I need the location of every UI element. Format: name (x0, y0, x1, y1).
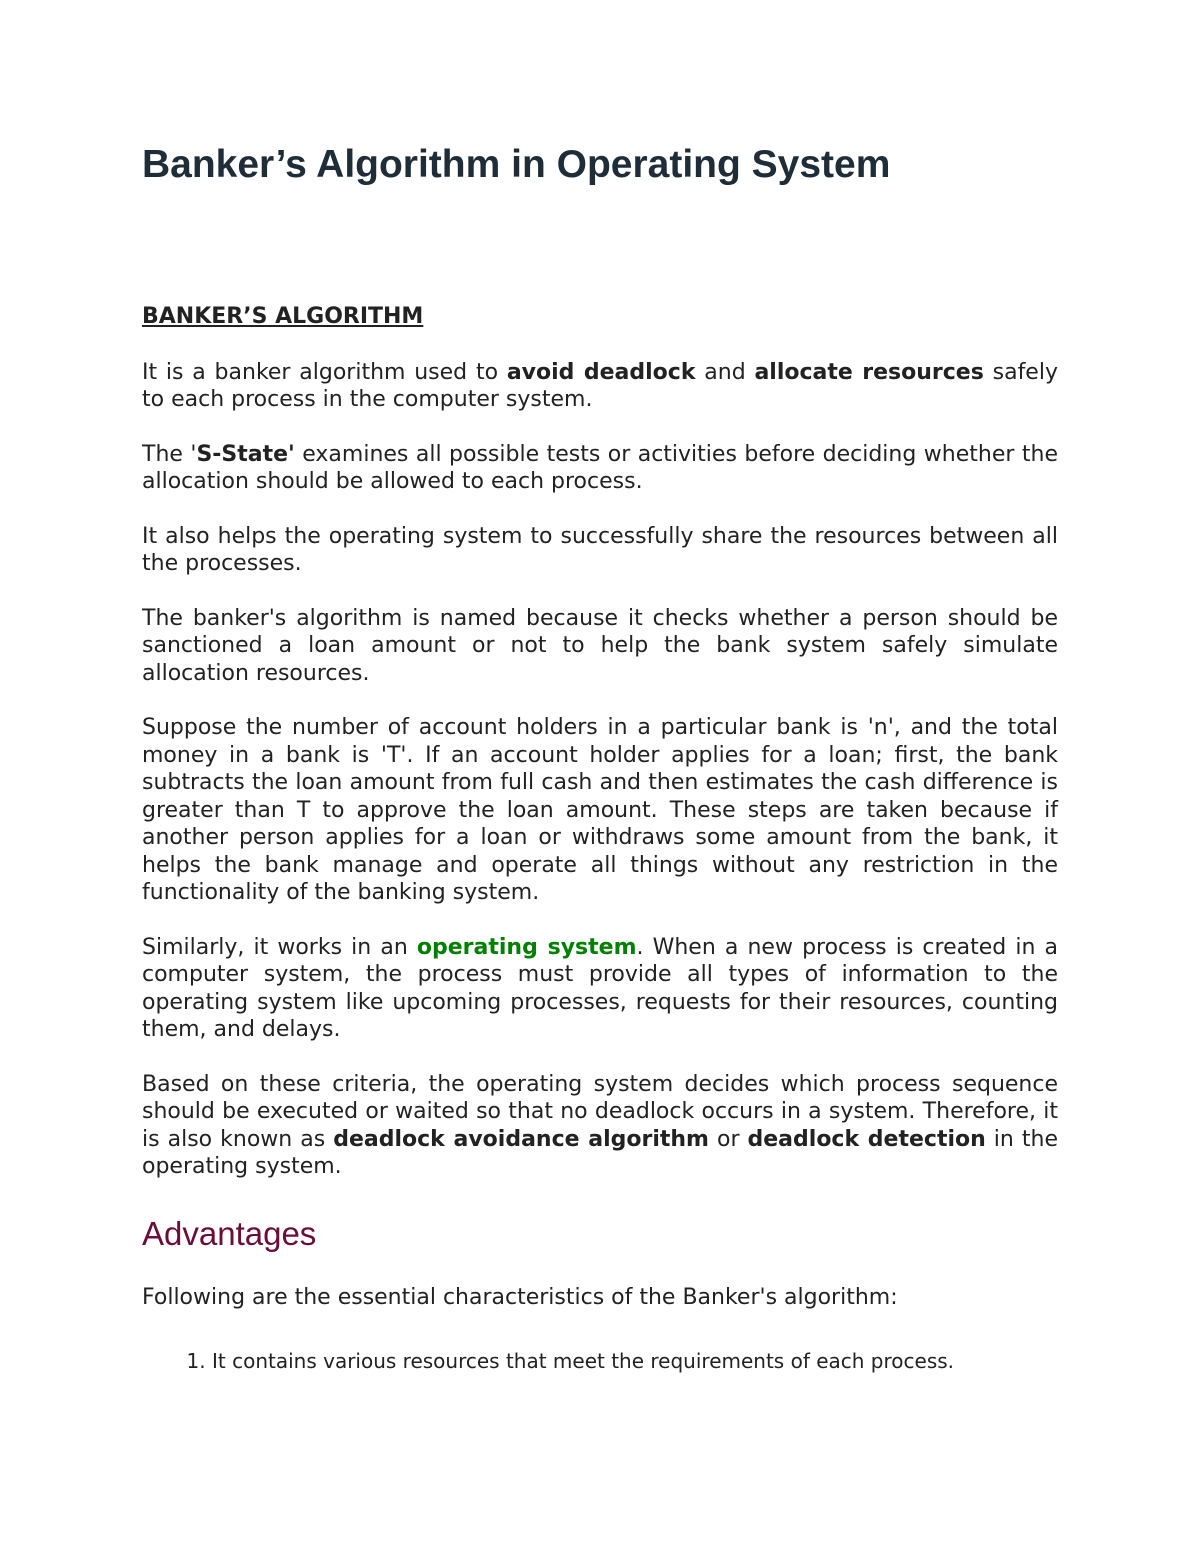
bold-term-deadlock-avoidance: deadlock avoidance algorithm (333, 1126, 709, 1152)
document-body (142, 138, 1058, 1374)
paragraph-definition (142, 359, 1058, 414)
text-run: It is a banker algorithm used to (142, 359, 507, 385)
advantages-intro: Following are the essential characteristics of the Banker's algorithm: (142, 1284, 898, 1310)
paragraph-operating-system (142, 934, 1058, 1044)
advantages-list (142, 1348, 1058, 1374)
paragraph-naming: The banker's algorithm is named because it checks whether a person should be sanctioned a loan amount or not to help the bank system safely simulate allocation resources. (142, 605, 1058, 686)
bold-term-allocate-resources: allocate resources (754, 359, 984, 385)
text-run: . When a new process is created in a computer system, the process must provide all types of information to the operating system like upcoming processes, requests for their resources, counting them, and delays. (142, 934, 1058, 1042)
text-run: safely to each process in the computer system. (142, 359, 1058, 412)
advantages-heading: Advantages (142, 1214, 317, 1252)
text-run: in the operating system. (142, 1126, 1058, 1179)
paragraph-share-resources: It also helps the operating system to successfully share the resources between all the processes. (142, 523, 1058, 576)
text-run: examines all possible tests or activities before deciding whether the allocation should be allowed to each process. (142, 441, 1058, 494)
text-run: or (708, 1126, 748, 1152)
paragraph-bank-example: Suppose the number of account holders in a particular bank is 'n', and the total money in a bank is 'T'. If an account holder applies for a loan; first, the bank subtracts the loan amount from full cash and then estimates the cash difference is greater than T to approve the loan amount. These steps are taken because if another person applies for a loan or withdraws some amount from the bank, it helps the bank manage and operate all things without any restriction in the functionality of the banking system. (142, 715, 1058, 905)
bold-term-deadlock-detection: deadlock detection (747, 1126, 986, 1152)
text-run: The ' (142, 441, 197, 467)
bold-term-avoid-deadlock: avoid deadlock (506, 359, 696, 385)
section-heading-bankers-algorithm: BANKER’S ALGORITHM (142, 304, 424, 329)
bold-term-s-state: S-State' (196, 441, 295, 467)
operating-system-link[interactable]: operating system (416, 934, 637, 960)
list-item: 1. It contains various resources that meet the requirements of each process. (212, 1348, 1058, 1374)
text-run: Similarly, it works in an (142, 934, 417, 960)
text-run: and (695, 359, 755, 385)
paragraph-s-state (142, 441, 1058, 496)
paragraph-criteria (142, 1071, 1058, 1181)
text-run: Based on these criteria, the operating system decides which process sequence should be executed or waited so that no deadlock occurs in a system. Therefore, it is also known as (142, 1071, 1058, 1152)
page-title: Banker’s Algorithm in Operating System (142, 143, 891, 186)
